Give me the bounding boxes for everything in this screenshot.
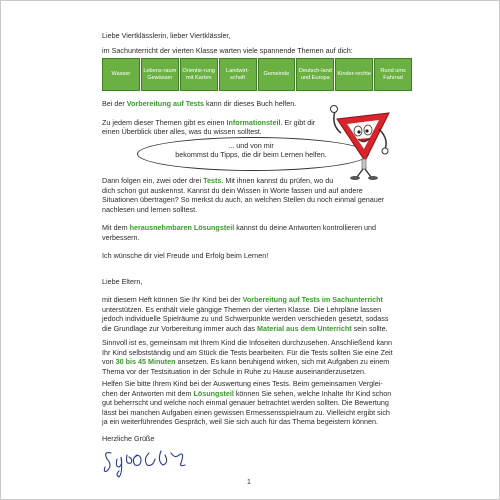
topics-intro: im Sachunterricht der vierten Klasse warten viele spannende Themen auf dich: (102, 46, 353, 55)
topic-box: Wasser (102, 58, 140, 91)
greeting-parents: Liebe Eltern, (102, 277, 143, 286)
paragraph-parents-line3: jedoch individuelle Spielräume zu und Schwerpunkte werden verschieden gesetzt, sodass (102, 314, 389, 323)
topics-row (102, 58, 412, 91)
paragraph-tests-line3: Situationen übertragen? So merkst du auch, an welchen Stellen du noch einmal genauer (102, 195, 385, 204)
paragraph-evaluation-line1: Helfen Sie bitte Ihrem Kind bei der Auswertung eines Tests. Beim gemeinsamen Verglei- (102, 379, 383, 388)
paragraph-parents-line1: mit diesem Heft können Sie Ihr Kind bei der Vorbereitung auf Tests im Sachunterricht (102, 295, 383, 304)
paragraph-info-line2: einen Überblick über alles, was du wissen solltest. (102, 127, 262, 136)
paragraph-parents-line4: die Grundlage zur Vorbereitung immer auch das Material aus dem Unterricht sein sollte. (102, 323, 388, 333)
paragraph-parents-line2: unterstützen. Es enthält viele gängige Themen der vierten Klasse. Die Lehrpläne lassen (102, 304, 382, 314)
paragraph-tests-line2: dich schon gut auskennst. Kannst du dein Wissen in Worte fassen und auf andere (102, 185, 363, 195)
topic-box: Orientie-rung mit Karten (180, 58, 218, 91)
paragraph-wishes: Ich wünsche dir viel Freude und Erfolg beim Lernen! (102, 251, 269, 260)
paragraph-evaluation-line2: chen der Antworten mit dem Lösungsteil können Sie sehen, welche Inhalte Ihr Kind schon (102, 388, 392, 398)
paragraph-infoseiten-line4: Thema vor der Testsituation in der Schule in Ruhe zu Hause auseinanderzusetzen. (102, 366, 366, 376)
topic-box: Deutsch-land und Europa (296, 58, 334, 91)
topic-box: Gemeinde (258, 58, 296, 91)
paragraph-infoseiten-line1: Sinnvoll ist es, gemeinsam mit Ihrem Kind die Infoseiten durchzusehen. Anschließend kann (102, 338, 393, 347)
paragraph-infoseiten-line2: Ihr Kind selbstständig und am Stück die Tests bearbeiten. Für die Tests sollten Sie eine Zeit (102, 347, 393, 357)
paragraph-evaluation-line4: lässt bei manchen Aufgaben einen gewissen Ermessensspielraum zu. Vielleicht ergibt sich (102, 407, 390, 417)
traffic-sign-mascot-icon (323, 99, 399, 181)
paragraph-evaluation-line5: ja ein weiterführendes Gespräch, weil Sie sich auch für das Thema begeistern können. (102, 417, 378, 426)
paragraph-solutions-line1: Mit dem herausnehmbaren Lösungsteil kannst du deine Antworten kontrollieren und (102, 223, 377, 232)
topic-box: Lebens-raum Gewässer (141, 58, 179, 91)
closing: Herzliche Grüße (102, 434, 155, 443)
greeting-kids: Liebe Viertklässlerin, lieber Viertklässler, (102, 31, 231, 40)
paragraph-tests-help: Bei der Vorbereitung auf Tests kann dir dieses Buch helfen. (102, 99, 297, 108)
paragraph-tests-line1: Dann folgen ein, zwei oder drei Tests. Mit ihnen kannst du prüfen, wo du (102, 176, 334, 185)
speech-bubble-text: ... und von mir bekommst du Tipps, die dir beim Lernen helfen. (175, 141, 327, 160)
topic-box: Rund ums Fahrrad (374, 58, 412, 91)
signature-icon (101, 445, 191, 479)
topic-box: Kinder-rechte (335, 58, 373, 91)
topic-box: Landwirt-schaft (219, 58, 257, 91)
page-number: 1 (247, 479, 251, 486)
paragraph-solutions-line2: verbessern. (102, 232, 140, 242)
paragraph-tests-line4: nachlesen und lernen solltest. (102, 204, 198, 214)
paragraph-info-line1: Zu jedem dieser Themen gibt es einen Informationsteil. Er gibt dir (102, 118, 316, 127)
paragraph-infoseiten-line3: von 30 bis 45 Minuten ansetzen. Es kann beruhigend wirken, sich mit Aufgaben zu einem (102, 357, 390, 366)
paragraph-evaluation-line3: gut beherrscht und welche noch einmal genauer betrachtet werden sollten. Die Bewertung (102, 398, 389, 407)
